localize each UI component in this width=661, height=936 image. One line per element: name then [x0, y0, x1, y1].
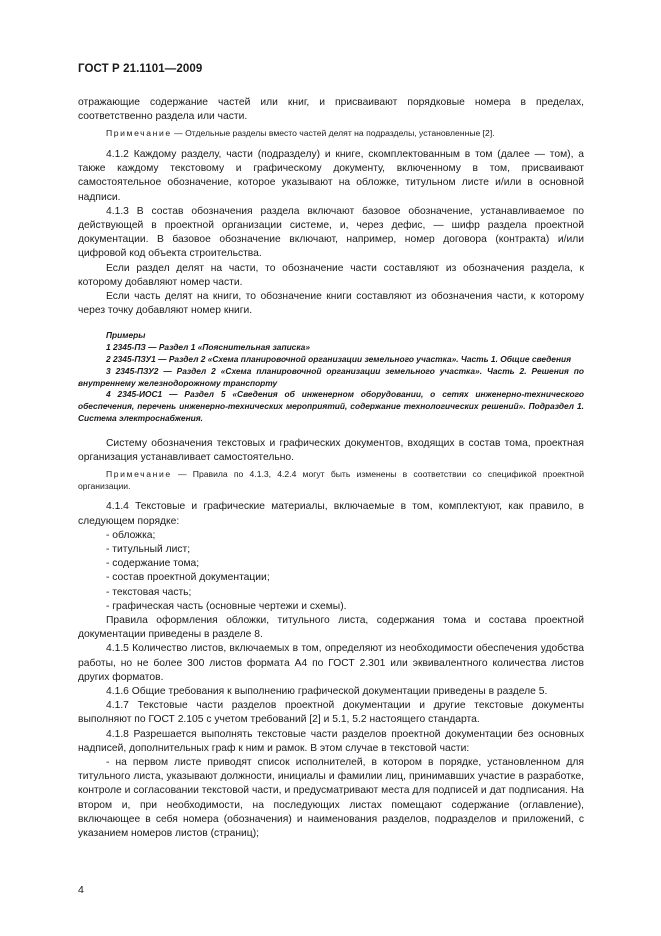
- paragraph-books: Если часть делят на книги, то обозначение книги составляют из обозначения части, к которому через точку добавляют номер книги.: [78, 291, 584, 317]
- note-1-text: — Отдельные разделы вместо частей делят на подразделы, установленные [2].: [171, 128, 495, 139]
- paragraph-4-1-7: 4.1.7 Текстовые части разделов проектной документации и другие текстовые документы выполняют по ГОСТ 2.105 с учетом требований [2] и 5.1, 5.2 настоящего стандарта.: [78, 700, 584, 726]
- list-item: - обложка;: [106, 529, 156, 541]
- example-1: 1 2345-ПЗ — Раздел 1 «Пояснительная записка»: [106, 342, 311, 353]
- list-item: - титульный лист;: [106, 544, 191, 556]
- list-item: - текстовая часть;: [106, 586, 192, 598]
- note-2-label: Примечание: [106, 469, 172, 480]
- paragraph-4-1-3: 4.1.3 В состав обозначения раздела включают базовое обозначение, устанавливаемое по действующей в проектной организации системе, и, через дефис, — шифр раздела проектной документации. В базовое обозначение включают, например, номер договора (контракта) и/или цифровой код объекта строительства.: [78, 205, 584, 260]
- paragraph-4-1-2: 4.1.2 Каждому разделу, части (подразделу) и книге, скомплектованным в том (далее — том), а также каждому текстовому и графическому документу, включенному в том, присваивают самостоятельное обозначение, которое указывают на обложке, титульном листе и/или в основной надписи.: [78, 149, 584, 203]
- list-item: - графическая часть (основные чертежи и схемы).: [106, 600, 347, 612]
- example-3: 3 2345-ПЗУ2 — Раздел 2 «Схема планировочной организации земельного участка». Часть 2. Решения по внутреннему железнодорожному транспорту: [78, 365, 584, 388]
- document-header: ГОСТ Р 21.1101—2009: [78, 63, 203, 75]
- paragraph-4-1-6: 4.1.6 Общие требования к выполнению графической документации приведены в разделе 5.: [106, 686, 548, 698]
- paragraph-parts: Если раздел делят на части, то обозначение части составляют из обозначения раздела, к которому добавляют номер части.: [78, 262, 584, 288]
- paragraph-system: Систему обозначения текстовых и графических документов, входящих в состав тома, проектная организация устанавливает самостоятельно.: [78, 437, 584, 464]
- paragraph-4-1-8: 4.1.8 Разрешается выполнять текстовые части разделов проектной документации без основных надписей, дополнительных граф к ним и рамок. В этом случае в текстовой части:: [78, 728, 584, 754]
- document-body: [78, 96, 584, 841]
- page-number: 4: [78, 884, 84, 896]
- paragraph-4-1-5: 4.1.5 Количество листов, включаемых в том, определяют из необходимости обеспечения удобства работы, но не более 300 листов формата А4 по ГОСТ 2.301 или эквивалентного количества листов других форматов.: [78, 643, 584, 683]
- paragraph-4-1-8-item: - на первом листе приводят список исполнителей, в котором в порядке, установленном для титульного листа, указывают должности, инициалы и фамилии лиц, принимавших участие в разработке, контроле и согласовании текстовой части, и предусматривают места для подписей и дат подписания. На втором и, при необходимости, на последующих листах помещают содержание (оглавление), включающее в себя номера (обозначения) и наименования разделов, подразделов и приложений, с указанием номеров листов (страниц);: [78, 757, 584, 840]
- paragraph-intro: отражающие содержание частей или книг, и присваивают порядковые номера в пределах, соответственно раздела или части.: [78, 97, 584, 123]
- example-2: 2 2345-ПЗУ1 — Раздел 2 «Схема планировочной организации земельного участка». Часть 1. Общие сведения: [106, 354, 572, 365]
- paragraph-4-1-4: 4.1.4 Текстовые и графические материалы, включаемые в том, комплектуют, как правило, в следующем порядке:: [78, 501, 584, 527]
- note-2-text: — Правила по 4.1.3, 4.2.4 могут быть изменены в соответствии со спецификой проектной организации.: [78, 469, 584, 491]
- list-item: - состав проектной документации;: [106, 572, 270, 584]
- paragraph-rules: Правила оформления обложки, титульного листа, содержания тома и состава проектной документации приведены в разделе 8.: [78, 615, 584, 641]
- example-4: 4 2345-ИОС1 — Раздел 5 «Сведения об инженерном оборудовании, о сетях инженерно-технического обеспечения, перечень инженерно-технических мероприятий, содержание технологических решений». Подраздел 1. Система электроснабжения.: [78, 389, 584, 424]
- note-2: [78, 469, 584, 492]
- examples-title: Примеры: [106, 330, 146, 341]
- list-item: - содержание тома;: [106, 558, 200, 570]
- note-1: [78, 128, 584, 140]
- note-1-label: Примечание: [106, 128, 172, 139]
